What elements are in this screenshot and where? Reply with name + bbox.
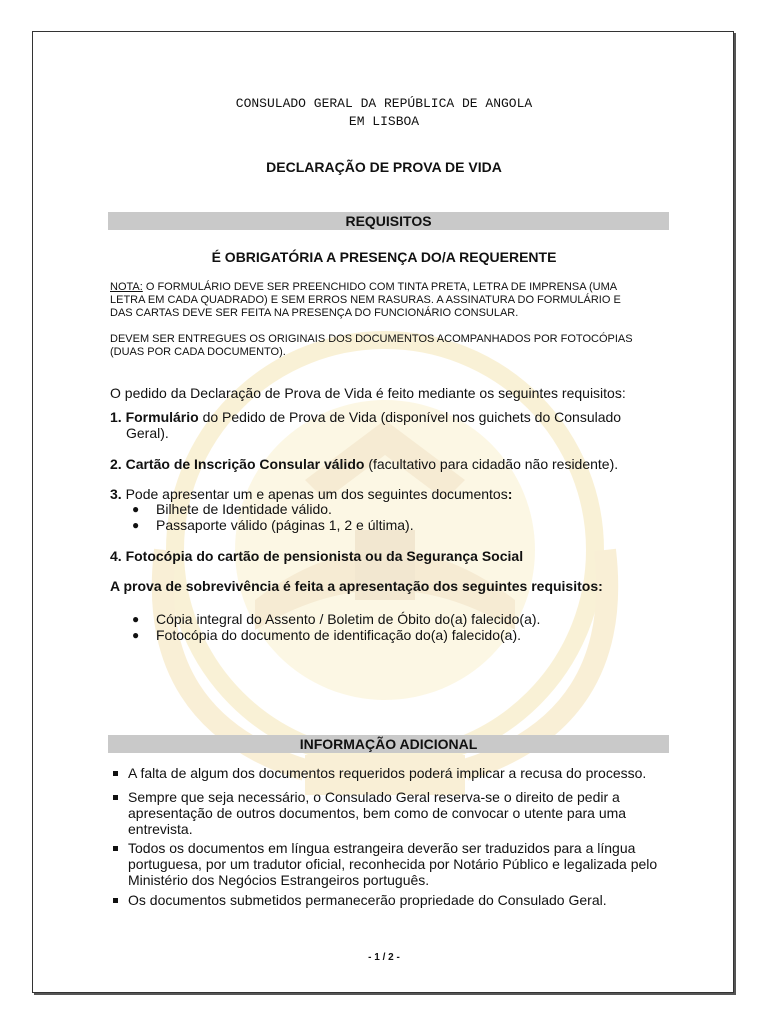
- nota-line-1: O FORMULÁRIO DEVE SER PREENCHIDO COM TINTA PRETA, LETRA DE IMPRENSA (UMA: [142, 281, 618, 293]
- square-bullet-icon: [113, 846, 118, 851]
- req1-bold: Formulário: [125, 409, 199, 425]
- info-item-2-line-3: entrevista.: [128, 821, 193, 837]
- req1-number: 1.: [110, 409, 122, 425]
- square-bullet-icon: [113, 795, 118, 800]
- req2-bold: Cartão de Inscrição Consular válido: [125, 456, 365, 472]
- req3-item-1: Bilhete de Identidade válido.: [156, 501, 332, 517]
- req3-number: 3.: [110, 486, 122, 502]
- nota-block: [110, 281, 668, 320]
- document-title: DECLARAÇÃO DE PROVA DE VIDA: [266, 159, 502, 175]
- survival-item-2: Fotocópia do documento de identificação do(a) falecido(a).: [156, 627, 521, 643]
- info-section-bar: [108, 735, 669, 753]
- survival-proof-heading: A prova de sobrevivência é feita a apresentação dos seguintes requisitos:: [110, 578, 603, 594]
- square-bullet-icon: [113, 771, 118, 776]
- bullet-dot-icon: ●: [132, 502, 140, 516]
- req3-text: Pode apresentar um e apenas um dos seguintes documentos: [121, 486, 508, 502]
- info-item-2-line-1: Sempre que seja necessário, o Consulado Geral reserva-se o direito de pedir a: [128, 789, 620, 805]
- info-item-1: A falta de algum dos documentos requeridos poderá implicar a recusa do processo.: [128, 765, 647, 781]
- req3-colon: :: [507, 486, 513, 502]
- req1-text: do Pedido de Prova de Vida (disponível nos guichets do Consulado: [198, 409, 622, 425]
- nota-line-3: DAS CARTAS DEVE SER FEITA NA PRESENÇA DO FUNCIONÁRIO CONSULAR.: [110, 307, 519, 319]
- bullet-dot-icon: ●: [132, 518, 140, 532]
- bullet-dot-icon: ●: [132, 612, 140, 626]
- originals-line-2: (DUAS POR CADA DOCUMENTO).: [110, 346, 286, 358]
- req1-continuation: Geral).: [126, 425, 169, 441]
- mandatory-presence-notice: É OBRIGATÓRIA A PRESENÇA DO/A REQUERENTE: [211, 249, 557, 265]
- info-heading: INFORMAÇÃO ADICIONAL: [299, 736, 478, 752]
- info-item-3-line-1: Todos os documentos em língua estrangeira deverão ser traduzidos para a língua: [128, 840, 636, 856]
- nota-line-2: LETRA EM CADA QUADRADO) E SEM ERROS NEM RASURAS. A ASSINATURA DO FORMULÁRIO E: [110, 294, 621, 306]
- info-item-2: [128, 789, 668, 837]
- req3-item-2: Passaporte válido (páginas 1, 2 e última).: [156, 517, 414, 533]
- info-item-3: [128, 840, 668, 888]
- req2-number: 2.: [110, 456, 122, 472]
- nota-label: NOTA:: [110, 281, 143, 293]
- requirement-1: [110, 409, 668, 441]
- info-item-2-line-2: apresentação de outros documentos, bem como de convocar o utente para uma: [128, 805, 627, 821]
- survival-item-1: Cópia integral do Assento / Boletim de Óbito do(a) falecido(a).: [156, 611, 541, 627]
- info-item-3-line-2: portuguesa, por um tradutor oficial, reconhecida por Notário Público e legalizada pelo: [128, 856, 658, 872]
- req2-text: (facultativo para cidadão não residente).: [364, 456, 619, 472]
- requisitos-section-bar: [108, 212, 669, 230]
- requirement-3: [110, 486, 512, 502]
- requisitos-heading: REQUISITOS: [345, 213, 432, 229]
- requirement-4: 4. Fotocópia do cartão de pensionista ou da Segurança Social: [110, 548, 524, 564]
- originals-block: [110, 333, 668, 359]
- requirements-intro: O pedido da Declaração de Prova de Vida é feito mediante os seguintes requisitos:: [110, 385, 626, 401]
- requirement-2: [110, 456, 618, 472]
- consulate-name: CONSULADO GERAL DA REPÚBLICA DE ANGOLA: [235, 96, 533, 111]
- info-item-3-line-3: Ministério dos Negócios Estrangeiros português.: [128, 872, 430, 888]
- bullet-dot-icon: ●: [132, 628, 140, 642]
- info-item-4: Os documentos submetidos permanecerão propriedade do Consulado Geral.: [128, 892, 607, 908]
- page-number: - 1 / 2 -: [368, 952, 400, 963]
- consulate-city: EM LISBOA: [348, 114, 420, 129]
- square-bullet-icon: [113, 898, 118, 903]
- originals-line-1: DEVEM SER ENTREGUES OS ORIGINAIS DOS DOCUMENTOS ACOMPANHADOS POR FOTOCÓPIAS: [110, 333, 633, 345]
